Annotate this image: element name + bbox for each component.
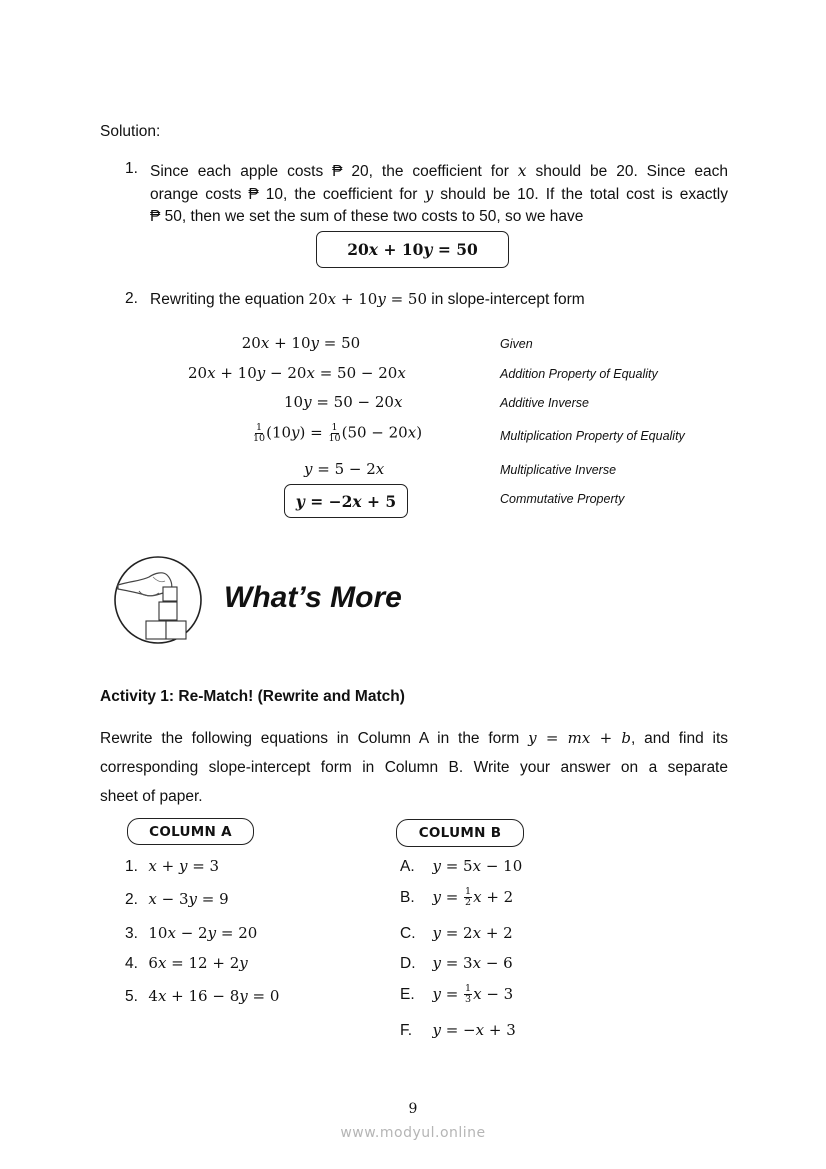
column-b-equation: y = $\frac{1}{3}$ x − 3 (432, 983, 514, 1005)
derivation-step-2: 20x + 10y − 20x = 50 − 20x (188, 364, 406, 382)
derivation-step-5: y = 5 − 2x (304, 460, 385, 478)
step1-line1: Since each apple costs ₱ 20, the coefficient for x should be 20. Since each (150, 162, 728, 180)
fraction-one-tenth: $\frac{1}{10}$ (328, 422, 341, 444)
derivation-step-6-boxed: y = −2x + 5 (284, 484, 408, 518)
step2-equation: 20x + 10y = 50 (308, 290, 427, 308)
derivation-step-3: 10y = 50 − 20x (284, 393, 403, 411)
fraction-one-tenth: $\frac{1}{10}$ (253, 422, 266, 444)
column-b-equation: y = −x + 3 (432, 1021, 516, 1039)
step2-number: 2. (125, 290, 138, 307)
step1-number: 1. (125, 160, 138, 177)
solution-label: Solution: (100, 123, 161, 140)
activity-instructions (100, 724, 728, 811)
derivation-reason-2: Addition Property of Equality (500, 367, 658, 381)
derivation-reason-4: Multiplication Property of Equality (500, 429, 685, 443)
instructions-line2: corresponding slope-intercept form in Column B. Write your answer on a separate (100, 759, 728, 776)
derivation-reason-3: Additive Inverse (500, 396, 589, 410)
column-b-item: D. y = 3x − 6 (400, 954, 513, 972)
column-a-item: 3. 10x − 2y = 20 (125, 924, 258, 942)
column-a-item: 5. 4x + 16 − 8y = 0 (125, 987, 280, 1005)
activity-title: Activity 1: Re-Match! (Rewrite and Match) (100, 688, 405, 705)
column-b-equation: y = $\frac{1}{2}$ x + 2 (432, 886, 514, 908)
fraction-one-third: $\frac{1}{3}$ (465, 983, 472, 1005)
instructions-line1: Rewrite the following equations in Column A in the form y = mx + b, and find its (100, 729, 729, 747)
derivation-reason-1: Given (500, 337, 533, 351)
section-title: What’s More (224, 581, 402, 614)
column-b-equation: y = 5x − 10 (432, 857, 523, 875)
column-a-equation: 4x + 16 − 8y = 0 (148, 987, 280, 1005)
column-b-item: A. y = 5x − 10 (400, 857, 523, 875)
step1-text (150, 160, 728, 228)
column-a-equation: 6x = 12 + 2y (148, 954, 248, 972)
derivation-reason-6: Commutative Property (500, 492, 625, 506)
column-a-equation: 10x − 2y = 20 (148, 924, 258, 942)
derivation-step-4: $\frac{1}{10}$ (10y) = $\frac{1}{10}$ (50 − 20x) (253, 422, 423, 444)
column-a-item: 1. x + y = 3 (125, 857, 220, 875)
step1-line2: orange costs ₱ 10, the coefficient for y should be 10. If the total cost is exactly (150, 185, 728, 203)
column-b-header: COLUMN B (396, 819, 524, 847)
column-b-equation: y = 3x − 6 (432, 954, 513, 972)
boxed-equation-text: 20x + 10y = 50 (347, 240, 478, 259)
column-b-item: E. y = $\frac{1}{3}$ x − 3 (400, 983, 514, 1005)
page-number: 9 (408, 1101, 418, 1117)
column-a-equation: x − 3y = 9 (148, 890, 229, 908)
boxed-equation (316, 231, 509, 268)
step2-text: Rewriting the equation 20x + 10y = 50 in slope-intercept form (150, 290, 585, 308)
column-a-header: COLUMN A (127, 818, 254, 845)
derivation-reason-5: Multiplicative Inverse (500, 463, 617, 477)
derivation-step-1: 20x + 10y = 50 (241, 334, 361, 352)
column-b-equation: y = 2x + 2 (432, 924, 513, 942)
column-a-item: 4. 6x = 12 + 2y (125, 954, 248, 972)
column-a-item: 2. x − 3y = 9 (125, 890, 229, 908)
column-b-item: C. y = 2x + 2 (400, 924, 513, 942)
fraction-one-half: $\frac{1}{2}$ (465, 886, 472, 908)
hand-stacking-blocks-icon (113, 555, 203, 645)
instructions-line3: sheet of paper. (100, 788, 203, 805)
watermark: www.modyul.online (340, 1125, 486, 1141)
column-b-item: B. y = $\frac{1}{2}$ x + 2 (400, 886, 514, 908)
column-b-item: F. y = −x + 3 (400, 1021, 516, 1039)
column-a-equation: x + y = 3 (148, 857, 220, 875)
step1-line3: ₱ 50, then we set the sum of these two costs to 50, so we have (150, 208, 584, 225)
